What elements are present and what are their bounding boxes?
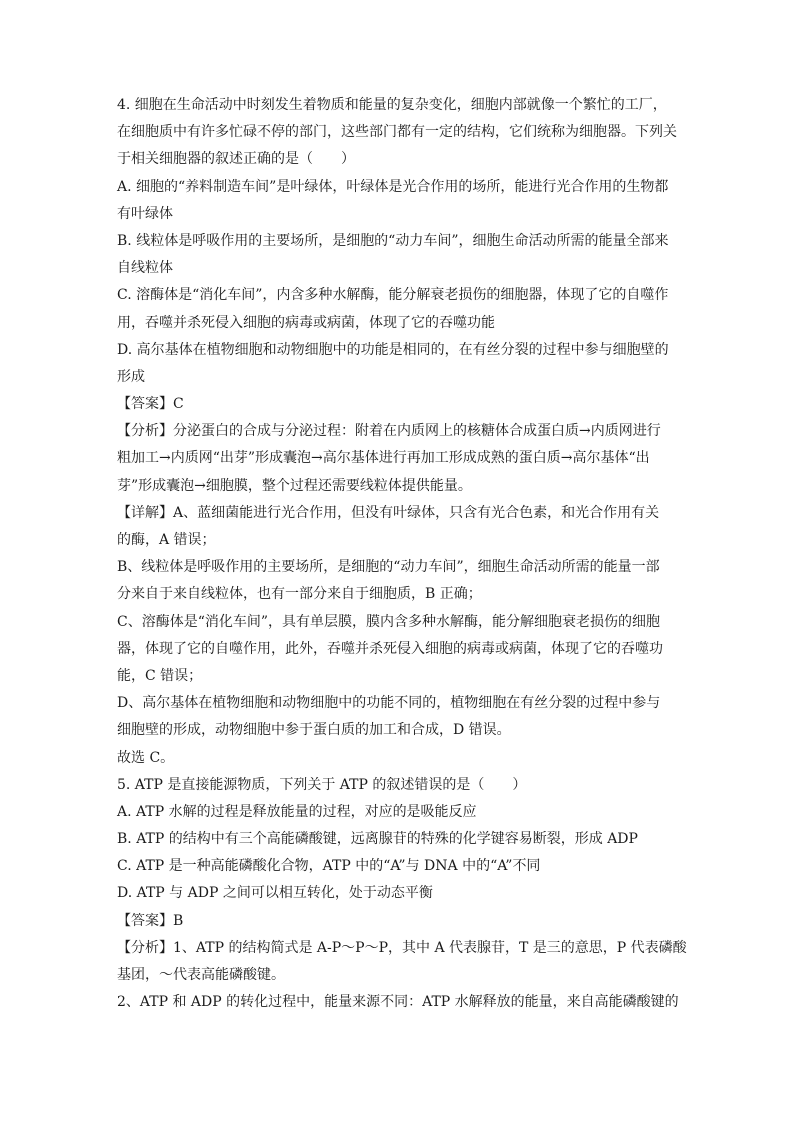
q4-analysis-line-3: 芽”形成囊泡→细胞膜，整个过程还需要线粒体提供能量。 [117, 477, 472, 494]
q5-analysis-line-1: 【分析】1、ATP 的结构简式是 A-P～P～P，其中 A 代表腺苷，T 是三的意思，P 代表磷酸 [117, 939, 687, 956]
q5-analysis-line-2: 基团，～代表高能磷酸键。 [117, 967, 285, 983]
q5-analysis-line-3: 2、ATP 和 ADP 的转化过程中，能量来源不同：ATP 水解释放的能量，来自高能磷酸键的 [117, 994, 679, 1011]
q5-stem: 5. ATP 是直接能源物质，下列关于 ATP 的叙述错误的是（ ） [117, 776, 527, 793]
q4-answer: 【答案】C [117, 396, 184, 413]
q4-detail-line-5: C、溶酶体是“消化车间”，具有单层膜，膜内含多种水解酶，能分解细胞衰老损伤的细胞 [117, 613, 661, 630]
q4-option-a-line-1: A. 细胞的“养料制造车间”是叶绿体，叶绿体是光合作用的场所，能进行光合作用的生物都 [117, 178, 669, 195]
q5-answer: 【答案】B [117, 912, 184, 929]
q4-detail-line-8: D、高尔基体在植物细胞和动物细胞中的功能不同的，植物细胞在有丝分裂的过程中参与 [117, 695, 661, 712]
q5-option-d: D. ATP 与 ADP 之间可以相互转化，处于动态平衡 [117, 885, 433, 902]
q4-detail-line-1: 【详解】A、蓝细菌能进行光合作用，但没有叶绿体，只含有光合色素，和光合作用有关 [117, 504, 660, 521]
q5-option-b: B. ATP 的结构中有三个高能磷酸键，远离腺苷的特殊的化学键容易断裂，形成 ADP [117, 831, 638, 848]
q5-option-a: A. ATP 水解的过程是释放能量的过程，对应的是吸能反应 [117, 803, 477, 820]
q4-option-c-line-2: 用，吞噬并杀死侵入细胞的病毒或病菌，体现了它的吞噬功能 [117, 314, 495, 331]
q5-option-c: C. ATP 是一种高能磷酸化合物，ATP 中的“A”与 DNA 中的“A”不同 [117, 858, 541, 875]
q4-option-a-line-2: 有叶绿体 [117, 205, 173, 222]
q4-detail-line-9: 细胞壁的形成，动物细胞中参于蛋白质的加工和合成，D 错误。 [117, 722, 511, 739]
q4-detail-line-6: 器，体现了它的自噬作用，此外，吞噬并杀死侵入细胞的病毒或病菌，体现了它的吞噬功 [117, 640, 663, 657]
q4-detail-line-7: 能，C 错误； [117, 667, 203, 684]
q4-option-d-line-1: D. 高尔基体在植物细胞和动物细胞中的功能是相同的，在有丝分裂的过程中参与细胞壁的 [117, 341, 669, 358]
q4-option-d-line-2: 形成 [117, 368, 145, 385]
q4-option-b-line-1: B. 线粒体是呼吸作用的主要场所，是细胞的“动力车间”，细胞生命活动所需的能量全部来 [117, 232, 669, 249]
q4-detail-line-3: B、线粒体是呼吸作用的主要场所，是细胞的“动力车间”，细胞生命活动所需的能量一部 [117, 559, 660, 576]
q4-option-c-line-1: C. 溶酶体是“消化车间”，内含多种水解酶，能分解衰老损伤的细胞器，体现了它的自噬作 [117, 287, 669, 304]
q4-stem-line-1: 4. 细胞在生命活动中时刻发生着物质和能量的复杂变化，细胞内部就像一个繁忙的工厂， [117, 97, 667, 113]
document-page [117, 92, 687, 1016]
q4-stem-line-3: 于相关细胞器的叙述正确的是（ ） [117, 151, 355, 168]
q4-detail-line-4: 分来自于来自线粒体，也有一部分来自于细胞质，B 正确； [117, 586, 482, 603]
q4-detail-line-2: 的酶，A 错误； [117, 532, 216, 548]
q4-stem-line-2: 在细胞质中有许多忙碌不停的部门，这些部门都有一定的结构，它们统称为细胞器。下列关 [117, 124, 677, 141]
q4-option-b-line-2: 自线粒体 [117, 260, 173, 277]
q4-conclusion: 故选 C。 [117, 749, 175, 766]
q4-analysis-line-2: 粗加工→内质网“出芽”形成囊泡→高尔基体进行再加工形成成熟的蛋白质→高尔基体“出 [117, 450, 650, 467]
q4-analysis-line-1: 【分析】分泌蛋白的合成与分泌过程：附着在内质网上的核糖体合成蛋白质→内质网进行 [117, 423, 661, 440]
